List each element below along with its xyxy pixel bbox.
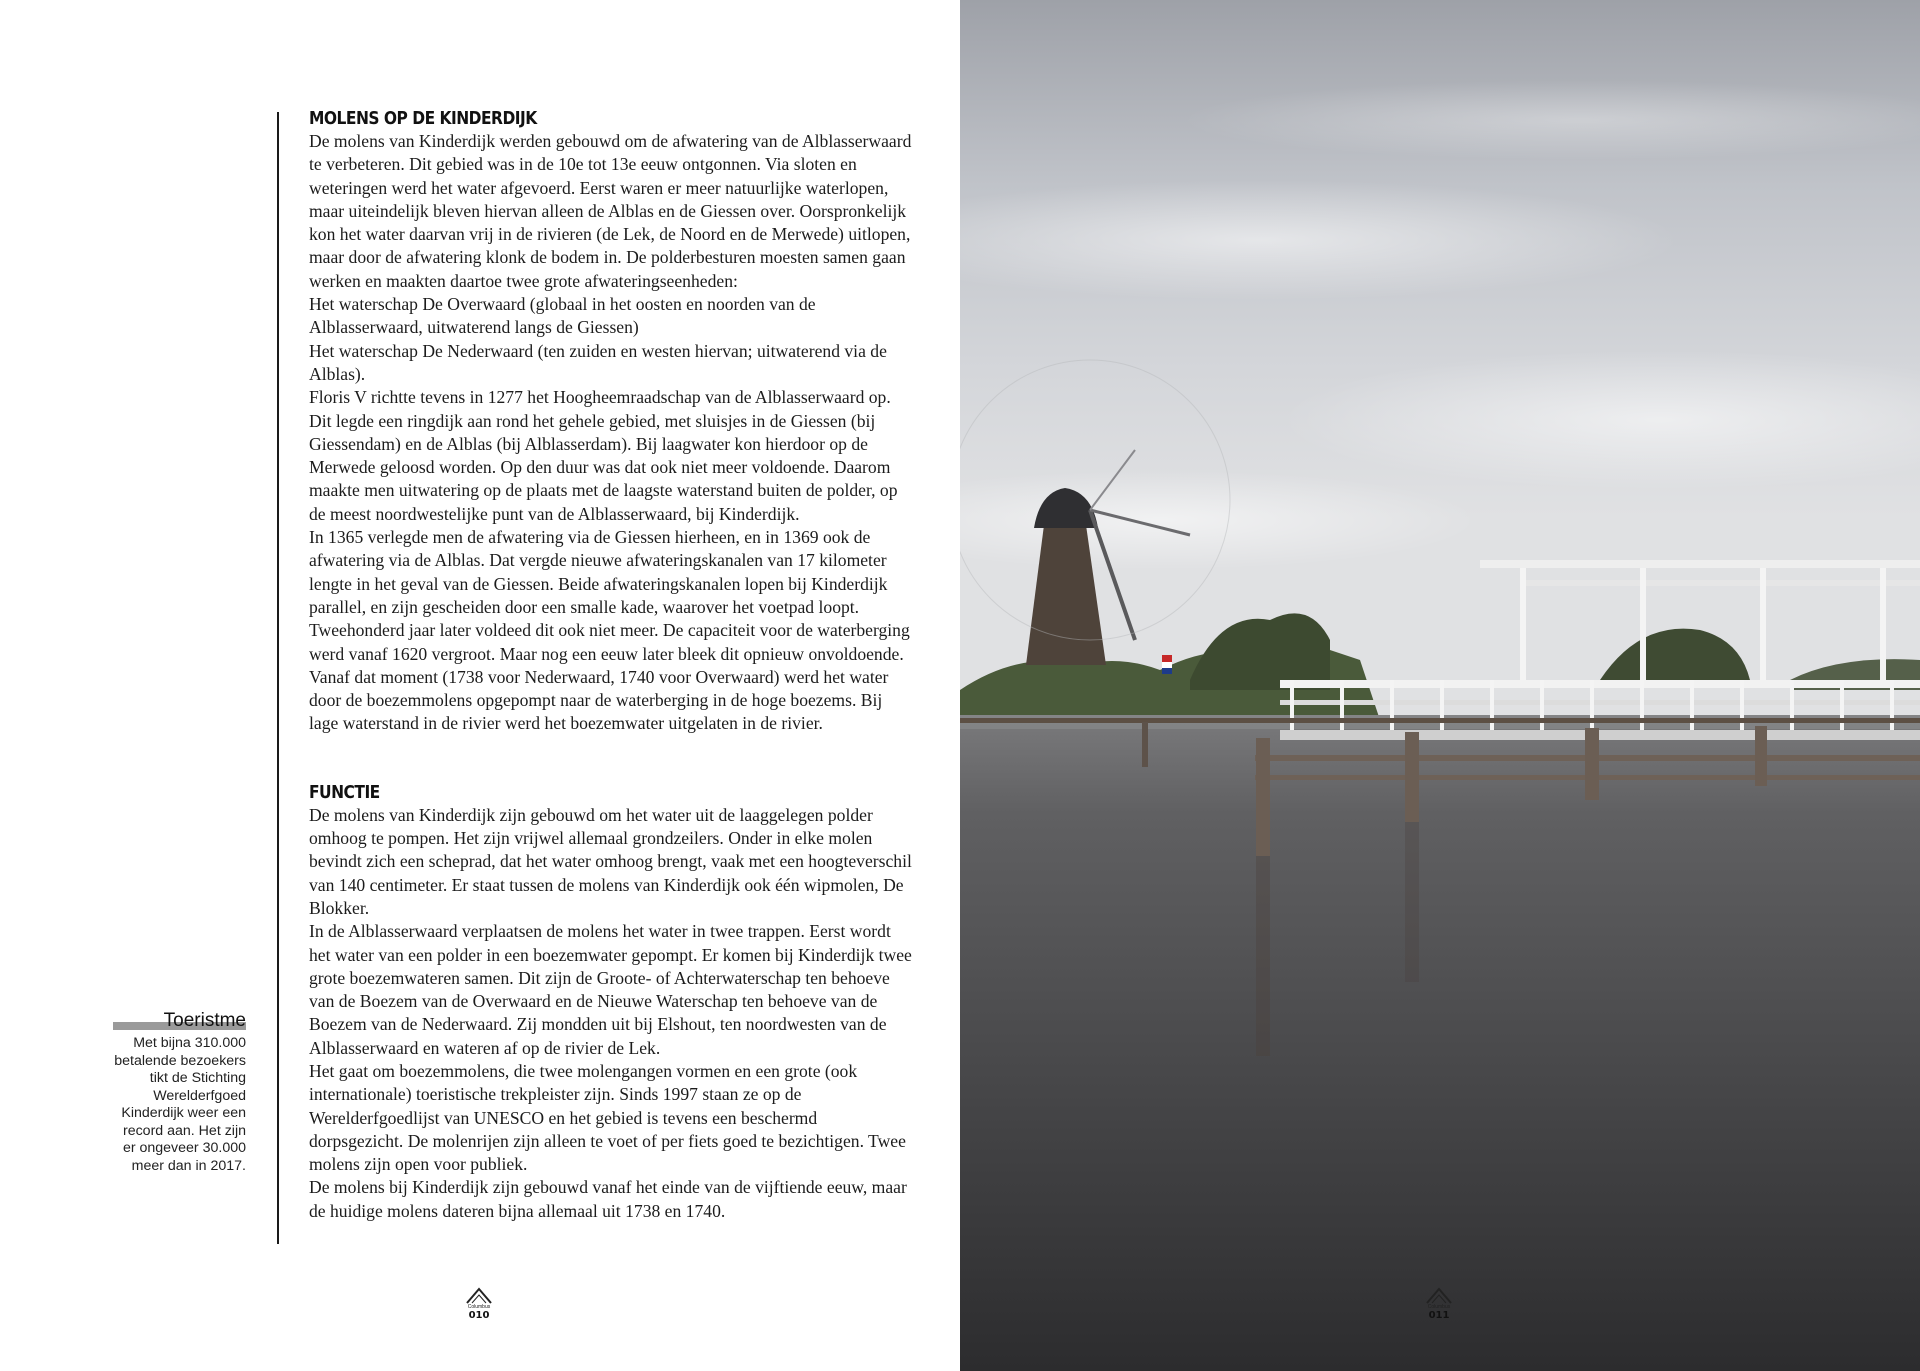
page-mark-right xyxy=(1422,1286,1456,1321)
paragraph: Het waterschap De Nederwaard (ten zuiden en westen hiervan; uitwaterend via de Alblas). xyxy=(309,340,887,384)
page-number: 010 xyxy=(468,1310,490,1321)
column-rule xyxy=(277,112,279,1244)
columbus-logo-icon xyxy=(1425,1286,1453,1304)
page-mark-left xyxy=(462,1286,496,1321)
section-heading-functie: FUNCTIE xyxy=(309,781,380,803)
columbus-logo-icon xyxy=(465,1286,493,1304)
water xyxy=(960,715,1920,1371)
page-number: 011 xyxy=(1428,1310,1450,1321)
paragraph: De molens van Kinderdijk werden gebouwd om de afwatering van de Alblasserwaard te verbeteren. Dit gebied was in de 10e tot 13e eeuw ontgonnen. Via sloten en weteringen werd het water afgevoerd. Eerst waren er meer natuurlijke waterlopen, maar uiteindelijk bleven hiervan alleen de Alblas en de Giessen over. Oorspronkelijk kon het water daarvan vrij in de rivieren (de Lek, de Noord en de Merwede) uitlopen, maar door de afwatering klonk de bodem in. De polderbesturen moesten samen gaan werken en maakten daartoe twee grote afwateringseenheden: xyxy=(309,131,912,291)
article xyxy=(309,108,915,1223)
paragraph: Het waterschap De Overwaard (globaal in het oosten en noorden van de Alblasserwaard, uitwaterend langs de Giessen) xyxy=(309,294,816,338)
paragraph: In de Alblasserwaard verplaatsen de molens het water in twee trappen. Eerst wordt het water van een polder in een boezemwater gepompt. Er komen bij Kinderdijk twee grote boezemwateren samen. Dit zijn de Groote- of Achterwaterschap ten behoeve van de Boezem van de Overwaard en de Nieuwe Waterschap ten behoeve van de Boezem van de Nederwaard. Zij mondden uit bij Elshout, ten noordwesten van de Alblasserwaard en wateren af op de rivier de Lek. xyxy=(309,921,912,1058)
logo-text: Columbus xyxy=(467,1304,491,1310)
paragraph: Floris V richtte tevens in 1277 het Hoogheemraadschap van de Alblasserwaard op. Dit legde een ringdijk aan rond het gehele gebied, met sluisjes in de Giessen (bij Giessendam) en de Alblas (bij Alblasserdam). Bij laagwater kon hierdoor op de Merwede geloosd worden. Op den duur was dat ook niet meer voldoende. Daarom maakte men uitwatering op de plaats met de laagste waterstand buiten de polder, op de meest noordwestelijke punt van de Alblasserwaard, bij Kinderdijk. xyxy=(309,387,898,524)
post-reflection xyxy=(1405,822,1419,982)
sidebar-title: Toeristme xyxy=(163,1010,246,1031)
post-reflection xyxy=(1256,856,1270,1056)
flag-white xyxy=(1162,662,1172,668)
photo-windmill xyxy=(960,0,1920,1371)
logo-text: Columbus xyxy=(1427,1304,1451,1310)
flag-red xyxy=(1162,655,1172,662)
section-molens xyxy=(309,108,915,736)
paragraph: Het gaat om boezemmolens, die twee molengangen vormen en een grote (ook internationale) toeristische trekpleister zijn. Sinds 1997 staan ze op de Werelderfgoedlijst van UNESCO en het gebied is tevens een beschermd dorpsgezicht. De molenrijen zijn alleen te voet of per fiets goed te bezichtigen. Twee molens zijn open voor publiek. xyxy=(309,1060,906,1175)
section-functie xyxy=(309,782,915,1223)
paragraph: De molens van Kinderdijk zijn gebouwd om het water uit de laaggelegen polder omhoog te pompen. Het zijn vrijwel allemaal grondzeilers. Onder in elke molen bevindt zich een scheprad, dat het water omhoog brengt, vaak met een hoogteverschil van 140 centimeter. Er staat tussen de molens van Kinderdijk ook één wipmolen, De Blokker. xyxy=(309,804,912,918)
paragraph: De molens bij Kinderdijk zijn gebouwd vanaf het einde van de vijftiende eeuw, maar de huidige molens dateren bijna allemaal uit 1738 en 1740. xyxy=(309,1177,907,1221)
section-heading-molens: MOLENS OP DE KINDERDIJK xyxy=(309,108,537,129)
sidebar-box xyxy=(113,1010,246,1175)
sidebar-header xyxy=(113,1010,246,1032)
sidebar-text: Met bijna 310.000 betalende bezoekers tikt de Stichting Werelderfgoed Kinderdijk weer een record aan. Het zijn er ongeveer 30.000 meer dan in 2017. xyxy=(114,1035,246,1174)
paragraph: In 1365 verlegde men de afwatering via de Giessen hierheen, en in 1369 ook de afwatering via de Alblas. Dat vergde nieuwe afwateringskanalen van 17 kilometer lengte in het geval van de Giessen. Beide afwateringskanalen lopen bij Kinderdijk parallel, en zijn gescheiden door een smalle kade, waarover het voetpad loopt. Tweehonderd jaar later voldeed dit ook niet meer. De capaciteit voor de waterberging werd vanaf 1620 vergroot. Maar nog een eeuw later bleek dit opnieuw onvoldoende. Vanaf dat moment (1738 voor Nederwaard, 1740 voor Overwaard) werd het water door de boezemmolens opgepompt naar de waterberging in de hoge boezems. Bij lage waterstand in de rivier werd het boezemwater uitgelaten in de rivier. xyxy=(309,527,910,734)
windmill-photo xyxy=(960,0,1920,1371)
flag-blue xyxy=(1162,668,1172,674)
